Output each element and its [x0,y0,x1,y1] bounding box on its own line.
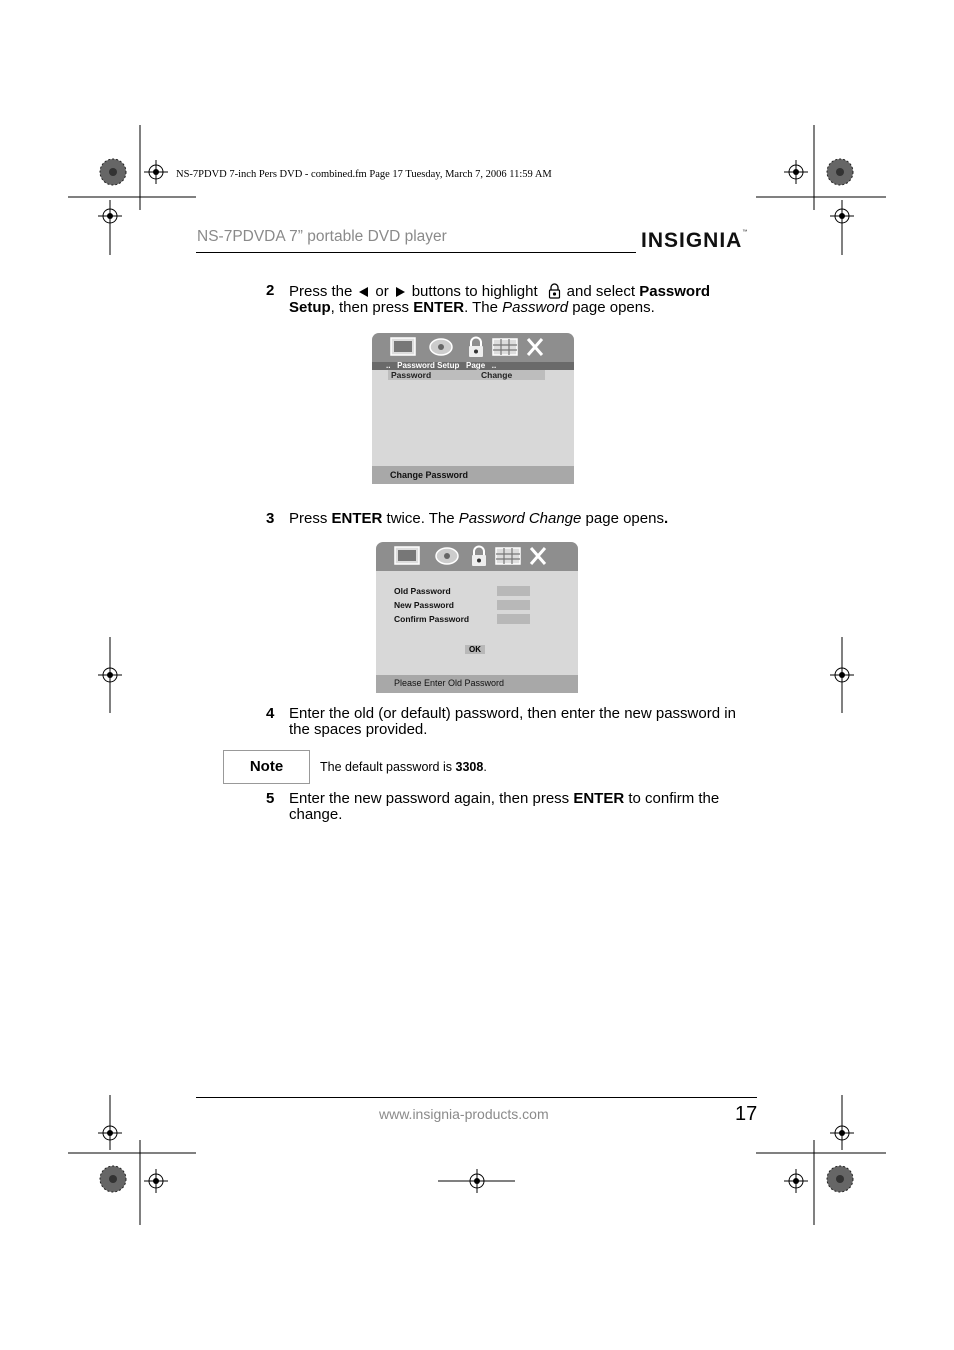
menu-icon-bar [376,542,578,571]
confirm-password-input[interactable] [497,614,530,624]
password-setup-screen [372,333,574,484]
new-password-label: New Password [394,600,454,610]
note-label: Note [223,750,310,784]
footer-url: www.insignia-products.com [379,1106,549,1122]
status-bar: Please Enter Old Password [376,675,578,693]
password-row[interactable]: Password Change [388,370,545,380]
old-password-input[interactable] [497,586,530,596]
ok-button[interactable]: OK [465,645,485,654]
page-number: 17 [735,1103,758,1125]
exit-x-icon [523,545,553,567]
insignia-logo: INSIGNIA™ [641,229,748,252]
header-rule [196,252,636,253]
old-password-label: Old Password [394,586,451,596]
new-password-input[interactable] [497,600,530,610]
menu-icon-bar [372,333,574,362]
grid-preferences-icon [490,336,520,358]
print-mark: NS-7PDVD 7-inch Pers DVD - combined.fm Page 17 Tuesday, March 7, 2006 11:59 AM [176,169,552,180]
lock-icon [464,545,494,567]
audio-speaker-icon [426,336,456,358]
exit-x-icon [520,336,550,358]
note-text: The default password is 3308. [320,760,487,774]
left-arrow-icon [359,287,368,297]
lock-icon [461,336,491,358]
confirm-password-label: Confirm Password [394,614,470,624]
lock-icon [548,283,561,299]
grid-preferences-icon [493,545,523,567]
footer-rule [196,1097,757,1098]
status-bar: Change Password [372,466,574,484]
audio-speaker-icon [432,545,462,567]
header-title: NS-7PDVDA 7” portable DVD player [197,228,447,245]
tv-screen-icon [392,545,422,567]
right-arrow-icon [396,287,405,297]
password-change-screen [376,542,578,693]
breadcrumb: .. Password Setup Page .. [372,362,574,370]
tv-screen-icon [388,336,418,358]
